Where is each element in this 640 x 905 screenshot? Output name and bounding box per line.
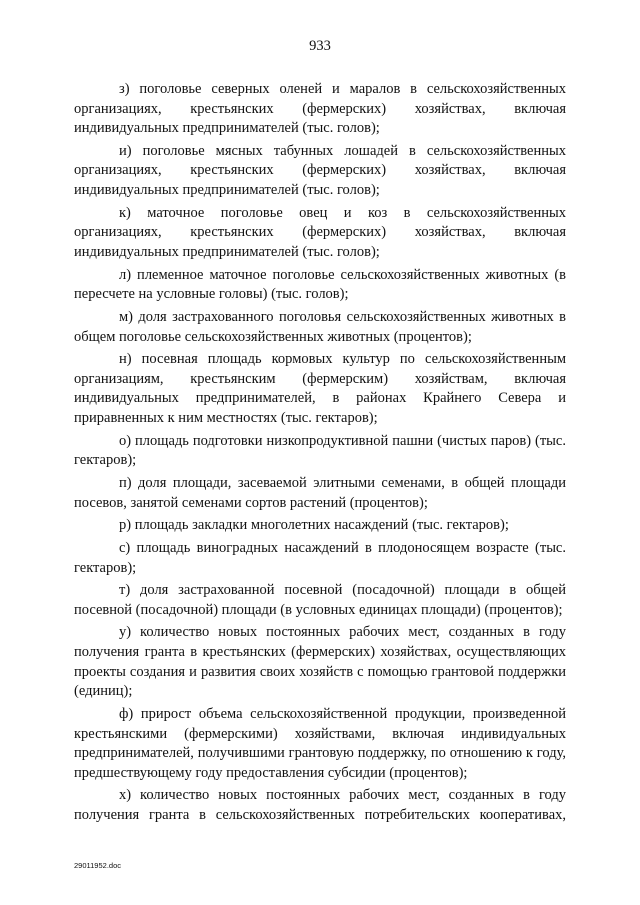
list-item: з) поголовье северных оленей и маралов в сельскохозяйственных организациях, крестьянских (фермерских) хозяйствах, включая индивидуальных предпринимателей (тыс. голов); (74, 81, 566, 137)
list-item: т) доля застрахованной посевной (посадочной) площади в общей посевной (посадочной) площади (в условных единицах площади) (процентов); (74, 582, 566, 618)
list-item: ф) прирост объема сельскохозяйственной продукции, произведенной крестьянскими (фермерскими) хозяйствами, включая индивидуальных предпринимателей, получившими грантовую поддержку, по отношению к году, предшествующему году предоставления субсидии (процентов); (74, 705, 566, 781)
list-item: х) количество новых постоянных рабочих мест, созданных в году получения гранта в сельскохозяйственных потребительских кооперативах, (74, 787, 566, 823)
list-item: о) площадь подготовки низкопродуктивной пашни (чистых паров) (тыс. гектаров); (74, 432, 566, 469)
page-number: 933 (309, 38, 331, 54)
list-item: н) посевная площадь кормовых культур по сельскохозяйственным организациям, крестьянским (фермерским) хозяйствам, включая индивидуальных предпринимателей, в районах Крайнего Севера и приравненных к ним местностях (тыс. гектаров); (74, 351, 566, 426)
list-item: м) доля застрахованного поголовья сельскохозяйственных животных в общем поголовье сельскохозяйственных животных (процентов); (74, 308, 566, 345)
document-body (74, 80, 566, 829)
list-item: с) площадь виноградных насаждений в плодоносящем возрасте (тыс. гектаров); (74, 539, 566, 576)
list-item: к) маточное поголовье овец и коз в сельскохозяйственных организациях, крестьянских (фермерских) хозяйствах, включая индивидуальных предпринимателей (тыс. голов); (74, 204, 566, 260)
list-item: л) племенное маточное поголовье сельскохозяйственных животных (в пересчете на условные головы) (тыс. голов); (74, 266, 566, 303)
footer-filename: 29011952.doc (74, 861, 121, 870)
list-item: р) площадь закладки многолетних насаждений (тыс. гектаров); (119, 517, 509, 534)
list-item: у) количество новых постоянных рабочих мест, созданных в году получения гранта в крестьянских (фермерских) хозяйствах, осуществляющих проекты создания и развития своих хозяйств с помощью грантовой поддержки (единиц); (74, 624, 566, 700)
list-item: п) доля площади, засеваемой элитными семенами, в общей площади посевов, занятой семенами сортов растений (процентов); (74, 474, 566, 511)
list-item: и) поголовье мясных табунных лошадей в сельскохозяйственных организациях, крестьянских (фермерских) хозяйствах, включая индивидуальных предпринимателей (тыс. голов); (74, 142, 566, 199)
